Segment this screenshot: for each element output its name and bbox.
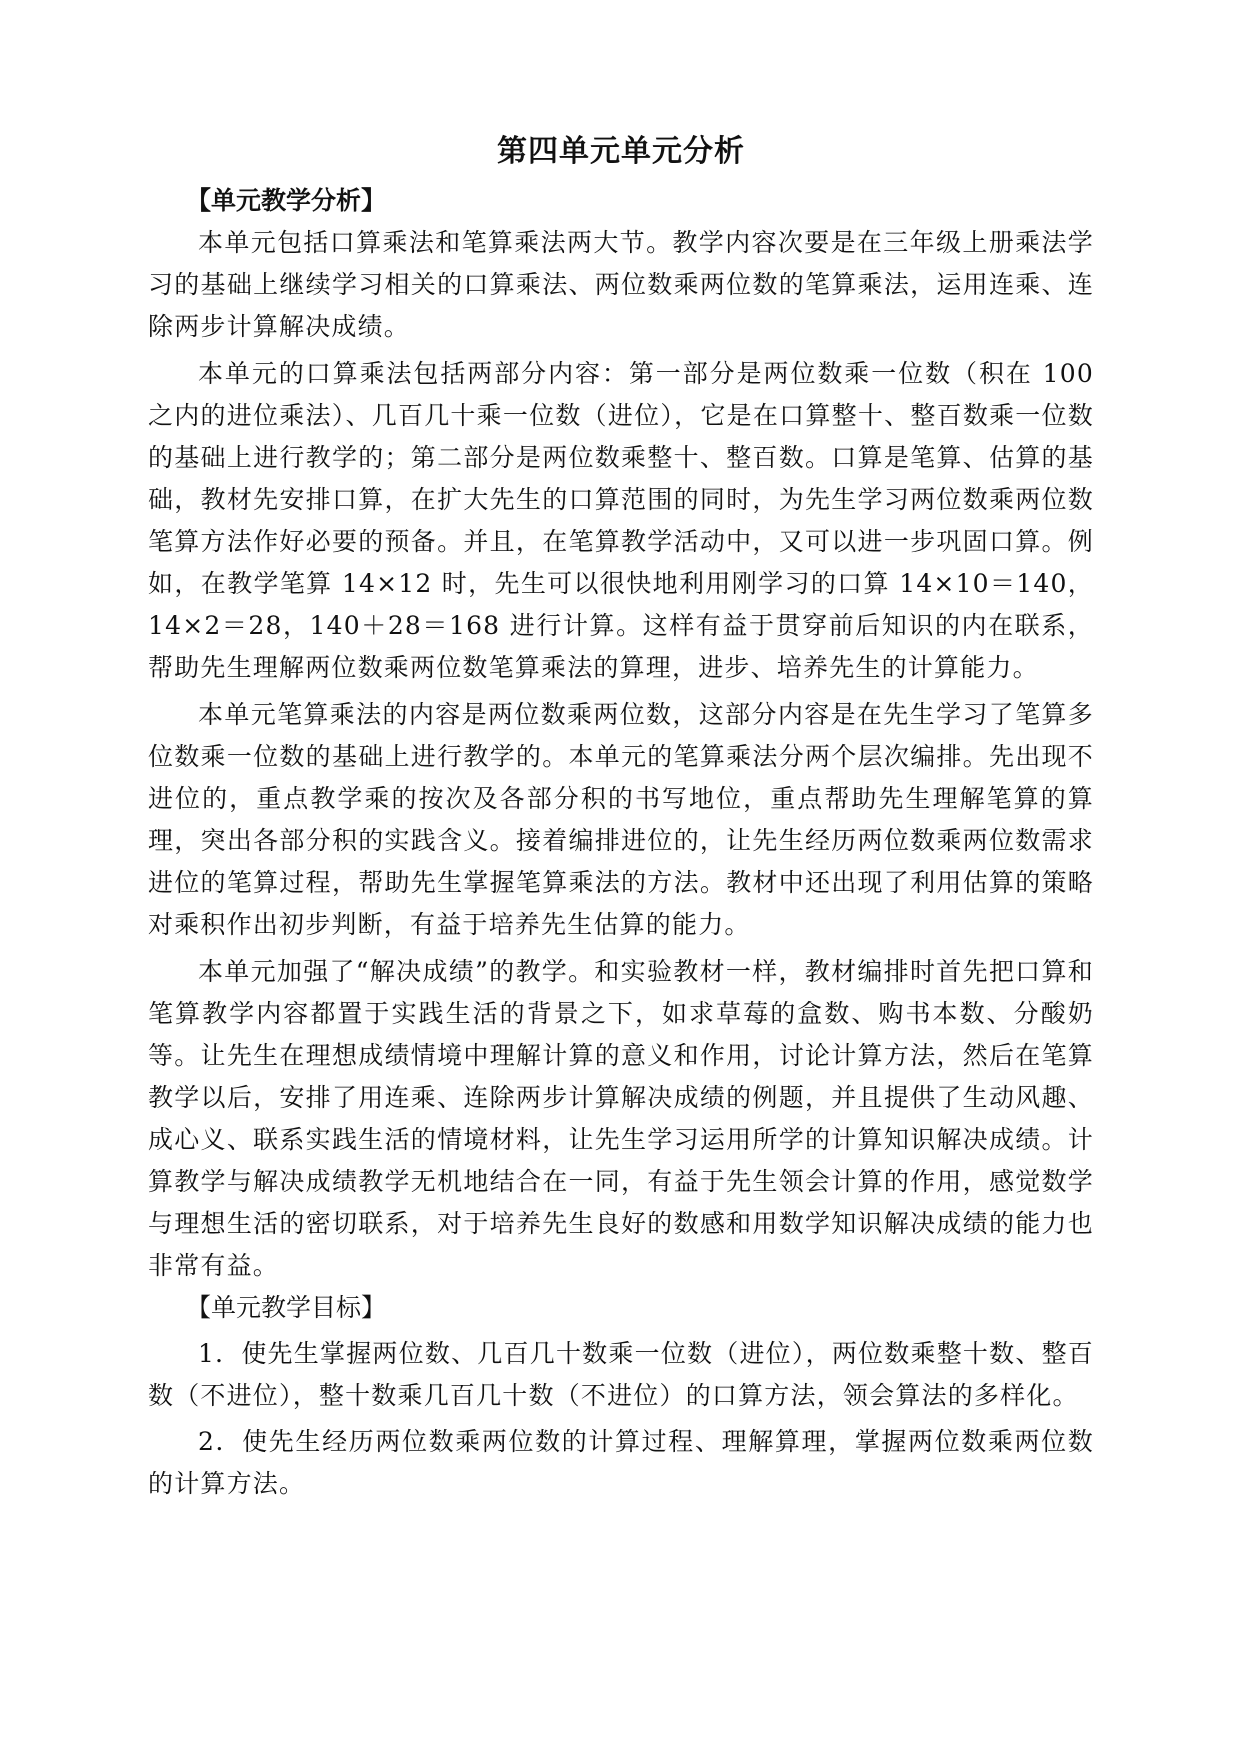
section-heading-analysis: 【单元教学分析】 (186, 186, 387, 215)
document-page (148, 130, 1094, 1505)
paragraph-4: 本单元加强了“解决成绩”的教学。和实验教材一样，教材编排时首先把口算和笔算教学内容都置于实践生活的背景之下，如求草莓的盒数、购书本数、分酸奶等。让先生在理想成绩情境中理解计算的意义和作用，讨论计算方法，然后在笔算教学以后，安排了用连乘、连除两步计算解决成绩的例题，并且提供了生动风趣、成心义、联系实践生活的情境材料，让先生学习运用所学的计算知识解决成绩。计算教学与解决成绩教学无机地结合在一同，有益于先生领会计算的作用，感觉数学与理想生活的密切联系，对于培养先生良好的数感和用数学知识解决成绩的能力也非常有益。 (148, 957, 1094, 1280)
document-title: 第四单元单元分析 (497, 135, 745, 168)
goal-item-2: 2．使先生经历两位数乘两位数的计算过程、理解算理，掌握两位数乘两位数的计算方法。 (148, 1427, 1094, 1498)
paragraph-1: 本单元包括口算乘法和笔算乘法两大节。教学内容次要是在三年级上册乘法学习的基础上继续学习相关的口算乘法、两位数乘两位数的笔算乘法，运用连乘、连除两步计算解决成绩。 (148, 228, 1094, 341)
paragraph-3: 本单元笔算乘法的内容是两位数乘两位数，这部分内容是在先生学习了笔算多位数乘一位数的基础上进行教学的。本单元的笔算乘法分两个层次编排。先出现不进位的，重点教学乘的按次及各部分积的书写地位，重点帮助先生理解笔算的算理，突出各部分积的实践含义。接着编排进位的，让先生经历两位数乘两位数需求进位的笔算过程，帮助先生掌握笔算乘法的方法。教材中还出现了利用估算的策略对乘积作出初步判断，有益于培养先生估算的能力。 (148, 700, 1094, 939)
goal-item-1: 1．使先生掌握两位数、几百几十数乘一位数（进位），两位数乘整十数、整百数（不进位），整十数乘几百几十数（不进位）的口算方法，领会算法的多样化。 (148, 1339, 1094, 1410)
paragraph-2: 本单元的口算乘法包括两部分内容：第一部分是两位数乘一位数（积在 100 之内的进位乘法）、几百几十乘一位数（进位），它是在口算整十、整百数乘一位数的基础上进行教学的；第二部分是两位数乘整十、整百数。口算是笔算、估算的基础，教材先安排口算，在扩大先生的口算范围的同时，为先生学习两位数乘两位数笔算方法作好必要的预备。并且，在笔算教学活动中，又可以进一步巩固口算。例如，在教学笔算 14×12 时，先生可以很快地利用刚学习的口算 14×10＝140，14×2＝28，140＋28＝168 进行计算。这样有益于贯穿前后知识的内在联系，帮助先生理解两位数乘两位数笔算乘法的算理，进步、培养先生的计算能力。 (148, 359, 1094, 682)
section-heading-goals: 【单元教学目标】 (186, 1293, 387, 1322)
